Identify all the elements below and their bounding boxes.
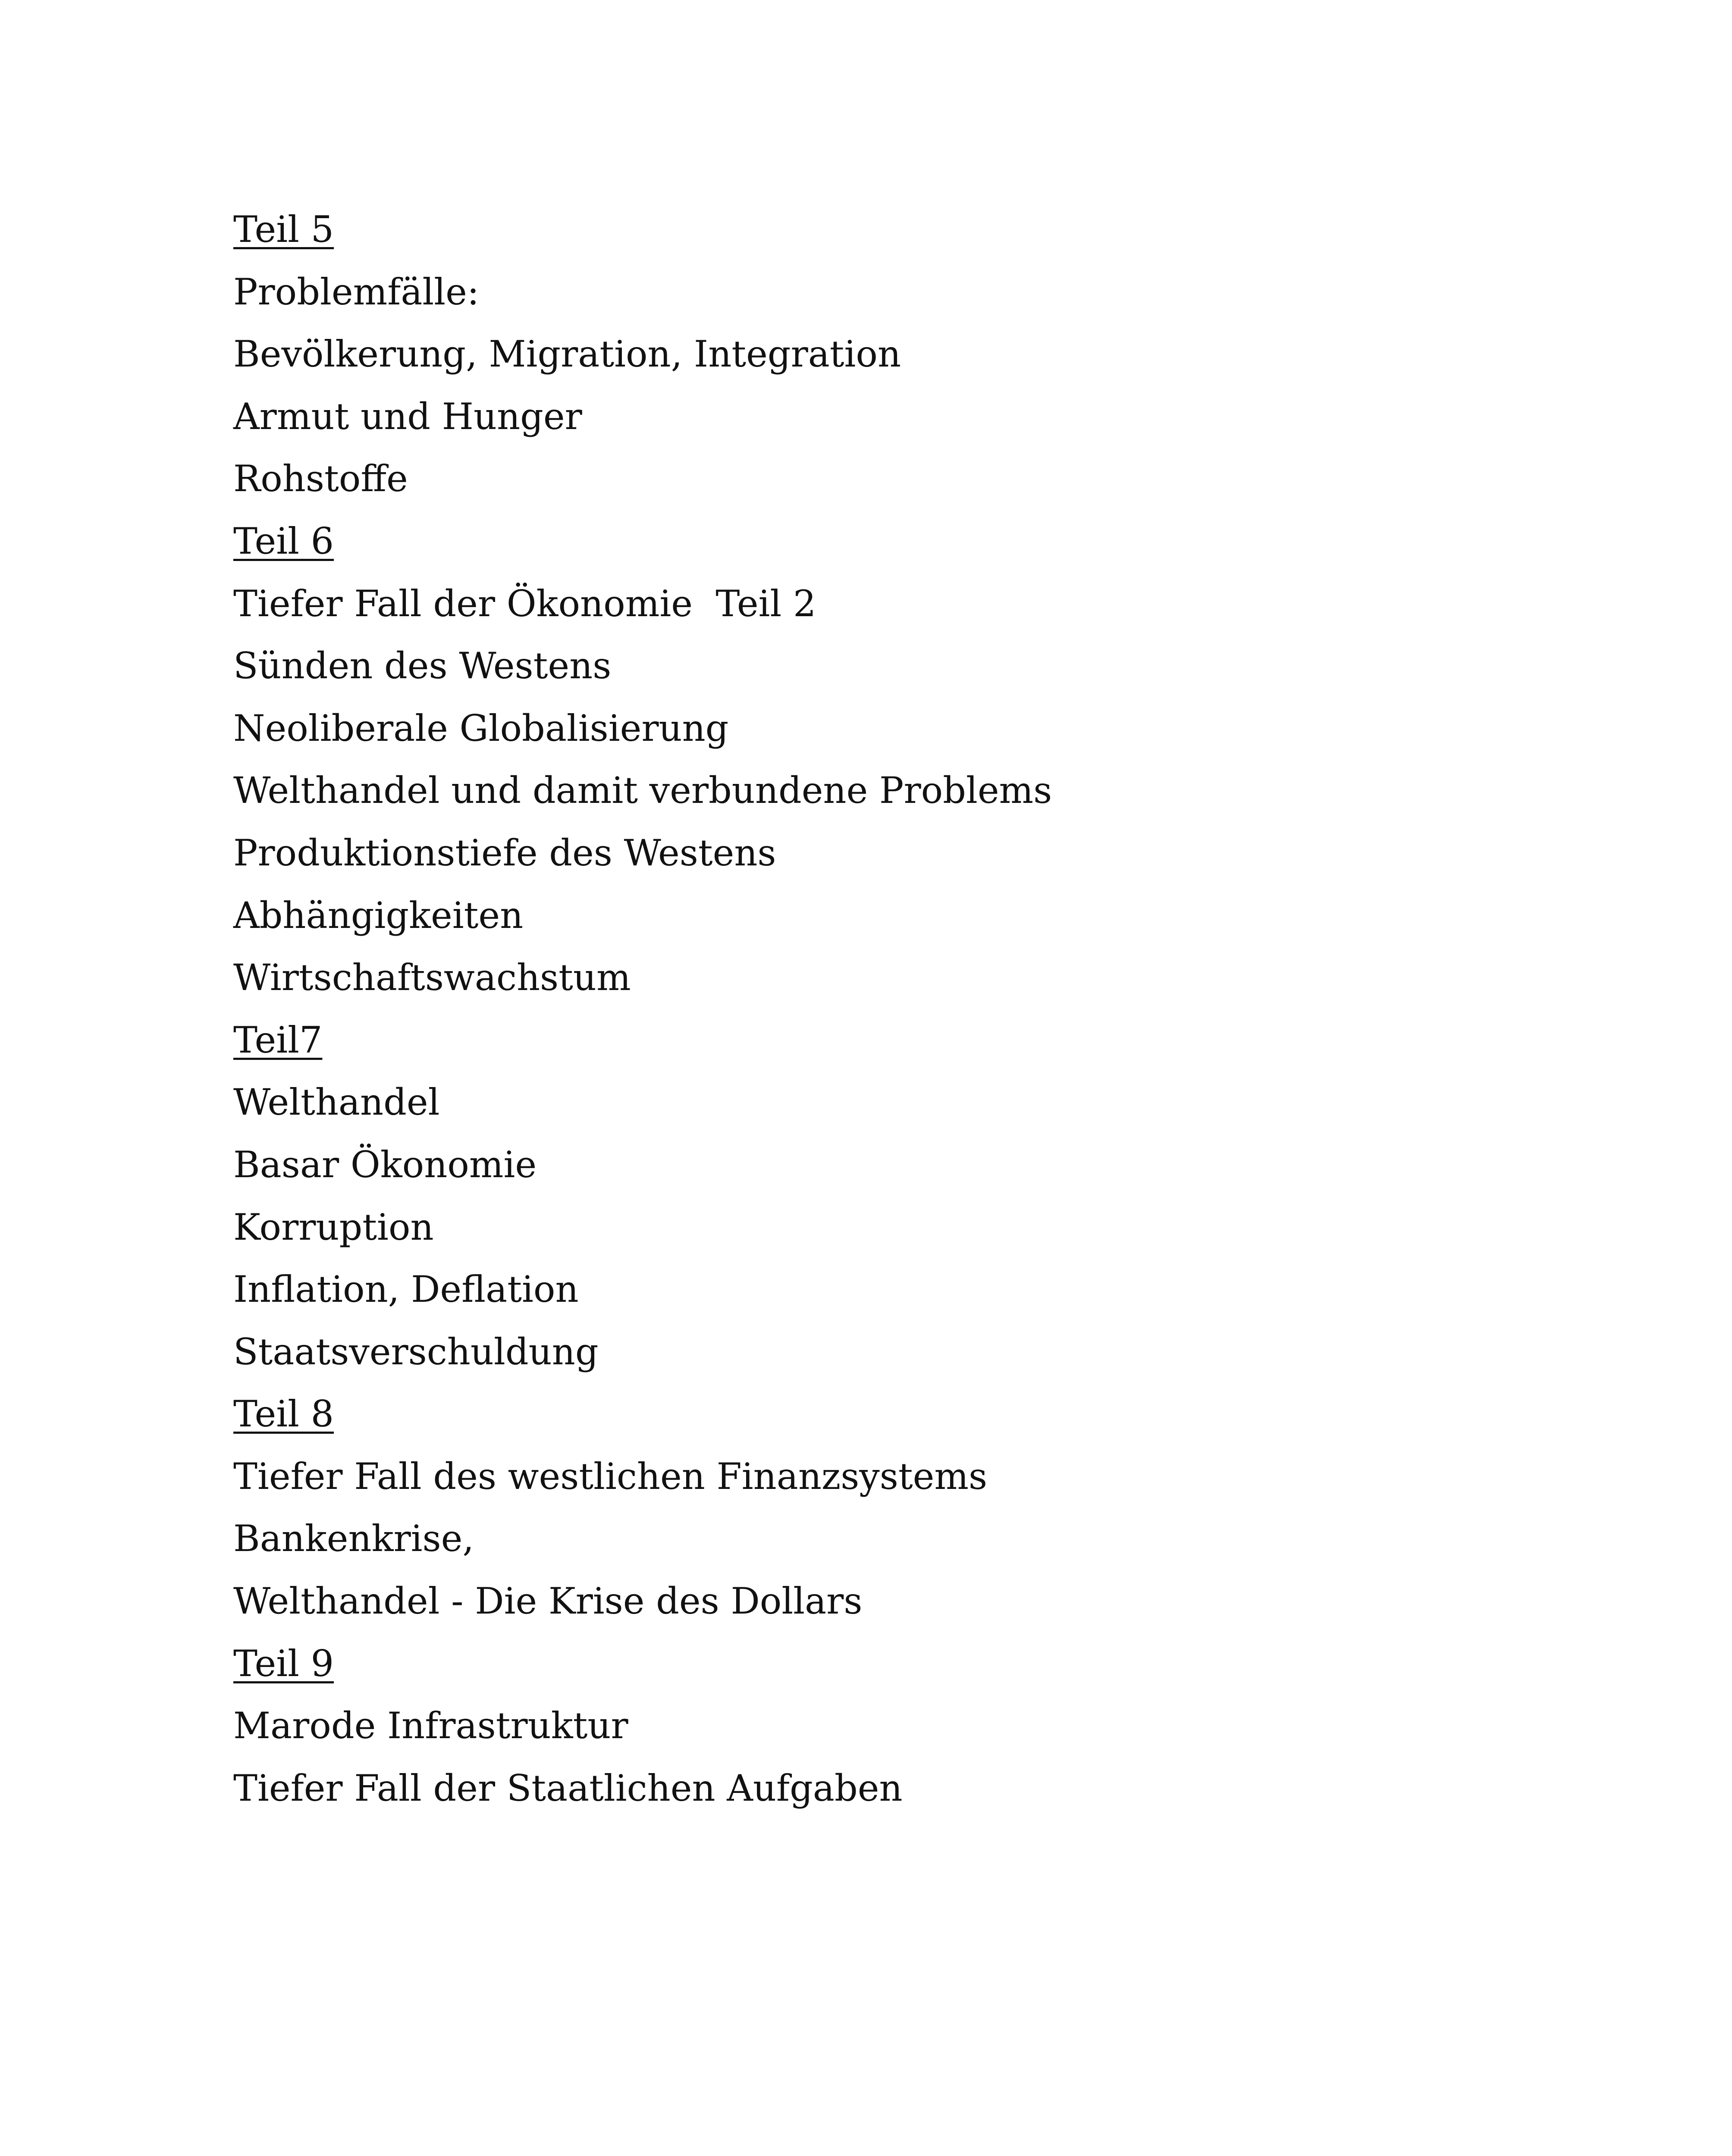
text-line: Tiefer Fall der Ökonomie Teil 2 [233,582,816,625]
text-line: Staatsverschuldung [233,1330,599,1373]
text-line: Basar Ökonomie [233,1143,537,1186]
section-heading: Teil7 [233,1018,323,1061]
text-line: Tiefer Fall des westlichen Finanzsystems [233,1455,988,1498]
text-line: Bankenkrise, [233,1517,474,1560]
section-heading: Teil 6 [233,520,334,562]
document-body [233,198,1527,1819]
text-line: Neoliberale Globalisierung [233,707,729,749]
section-heading: Teil 8 [233,1393,334,1435]
text-line: Inflation, Deflation [233,1268,579,1311]
text-line: Wirtschaftswachstum [233,956,631,999]
text-line: Bevölkerung, Migration, Integration [233,333,901,376]
text-line: Sünden des Westens [233,645,612,687]
text-line: Welthandel - Die Krise des Dollars [233,1580,863,1623]
text-line: Problemfälle: [233,270,480,313]
text-line: Welthandel [233,1081,440,1124]
text-line: Abhängigkeiten [233,894,524,937]
text-line: Produktionstiefe des Westens [233,831,776,874]
text-line: Armut und Hunger [233,395,582,438]
text-line: Rohstoffe [233,458,408,500]
text-line: Tiefer Fall der Staatlichen Aufgaben [233,1767,903,1809]
text-line: Marode Infrastruktur [233,1705,628,1747]
text-line: Korruption [233,1206,434,1248]
text-line: Welthandel und damit verbundene Problems [233,769,1052,812]
section-heading: Teil 9 [233,1642,334,1685]
section-heading: Teil 5 [233,208,334,251]
